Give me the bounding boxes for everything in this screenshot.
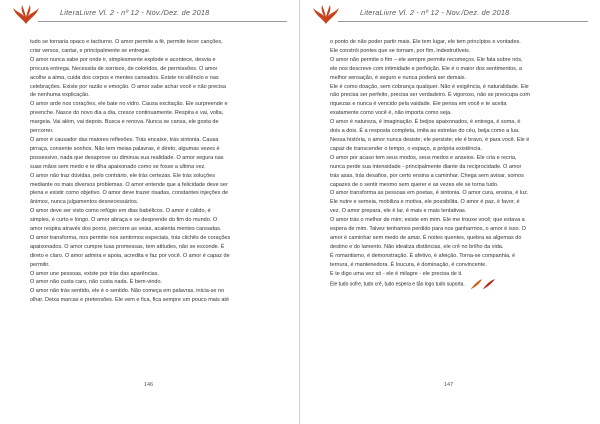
- header-title: LiteraLivre Vl. 2 - nº 12 - Nov./Dez. de 2018: [60, 8, 210, 17]
- text-line: riquezas e nunca é vencido pela vaidade. Ele pensa em você e te aceita: [330, 101, 507, 108]
- closing-line-text: Ele tudo sofre, tudo crê, tudo espera e tão logo tudo suporta.: [330, 281, 465, 288]
- text-line: capaz de transcender o tempo, o espaço, a própria existência.: [330, 145, 482, 152]
- text-line: É romantismo, é demonstração. É afetivo, é afeição. Torna-se companhia, é: [330, 252, 516, 259]
- text-line: vez. O amor prepara, ele é lar, é mais e mais tentativas.: [330, 208, 467, 215]
- text-line: criar versos, cantar, e principalmente se entregar.: [30, 47, 151, 54]
- text-line: de nenhuma explicação.: [30, 92, 90, 99]
- text-line: apaixonados. O amor cumpre tuas promessas, tem atitudes, não se esconde. É: [30, 243, 225, 250]
- text-line: o ponto de não poder partir mais. Ele tem lugar, ele tem princípios e vontades.: [330, 39, 521, 45]
- text-line: percorrer.: [30, 128, 54, 135]
- text-line: capazes de o sentir mesmo sem querer e as vezes ele se torna tudo.: [330, 181, 499, 188]
- text-line: Ele é como doação, sem cobrança qualquer. Não é exigência, é naturalidade. Ele: [330, 83, 529, 90]
- text-line: O amor trás o melhor de mim; existe em mim. Ele me trouxe você; que estava a: [330, 217, 525, 224]
- right-page-text: [330, 38, 574, 290]
- page-number: 146: [144, 382, 154, 388]
- text-line: celebrações. Existe por razão e emoção. O amor sabe achar você e não precisa: [30, 83, 226, 90]
- text-line: não precisa ser perfeito, precisa ser verdadeiro. É vigoroso, não se preocupa com: [330, 92, 530, 99]
- text-line: O amor nunca sabe por onde ir, simplesmente explode e acontece, desvia e: [30, 56, 216, 63]
- text-line: suas mãos sem medo e te diha apaixonado como se fosse a ultima vez.: [30, 163, 206, 170]
- text-line: O amor transforma as pessoas em poetas, é sintonia. O amor cura, ensina, é luz.: [330, 190, 529, 197]
- right-page-paragraphs: [330, 38, 574, 278]
- left-page-header: [8, 4, 291, 26]
- closing-line: [330, 278, 574, 290]
- text-line: mediante os mais diversos problemas. O amor entende que a felicidade deve ser: [30, 181, 228, 188]
- text-line: dois a dois. É a resposta completa, imita as estrelas do céu, beija como a lua.: [330, 128, 520, 135]
- text-line: O amor é causador das maiores reflexões. Trás encaixe, trás sintonia. Causa: [30, 136, 219, 143]
- text-line: O amor não custa caro, não custa nada. É bem-vindo.: [30, 279, 163, 286]
- text-line: melhor sensação, é seguro e nunca poderá ser demais.: [330, 74, 467, 81]
- text-line: plena e existir como objetivo. O amor deve trazer risadas, constantes injeções de: [30, 190, 229, 197]
- left-page-text: [30, 38, 274, 305]
- text-line: O amor deve ser visto como refúgio em dias babélicos. O amor é cálido, é: [30, 208, 211, 215]
- text-line: O amor não trás sentido, ele é o sentido. Não começa em palavras, inicia-se no: [30, 288, 225, 295]
- text-line: Ele nutre e semeia, mobiliza e motiva, ele possibilita. O amor é paz, é favor, é: [330, 199, 520, 206]
- text-line: nunca perde sua intensidade - principalmente diante da reciprocidade. O amor: [330, 163, 522, 170]
- text-line: O amor é natureza, é imaginação. É beijos apaixonados, é entrega, é soma, é: [330, 119, 521, 126]
- right-page-header: [308, 4, 592, 26]
- text-line: ele nos descreve com intimidade e perfeição. Ele é o maior dos sentimentos, a: [330, 65, 522, 72]
- text-line: O amor por acaso tem seus modos, seus medos e anseios. Ele cria e recria,: [330, 154, 517, 161]
- quill-feathers-icon: [470, 278, 496, 290]
- text-line: destino e do lamento. Não idealiza distâncias, ele crê no brilho da vida.: [330, 243, 504, 250]
- text-line: O amor une pessoas, existe por trás das aparências.: [30, 270, 160, 277]
- text-line: O amor transforma, nos permite nos sentirmos especiais, trás clichês de corações: [30, 234, 231, 241]
- text-line: O amor arde nos corações, ele bate no vidro. Causa excitação. Ele surpreende e: [30, 101, 228, 108]
- text-line: ternura, é mantenedora. É loucura, é dominação, é convincente.: [330, 261, 487, 268]
- text-line: margeia. Vai além, vai depois. Busca e renova. Nunca se cansa, ele gosta de: [30, 119, 219, 126]
- text-line: preenche. Nasce do novo dia a dia, cresce continuamente. Respira e vai, volta,: [30, 110, 224, 117]
- header-title: LiteraLivre Vl. 2 - nº 12 - Nov./Dez. de 2018: [360, 8, 510, 17]
- text-line: Nessa história, o amor nunca desiste; ele persiste; ele é bravo, é para você. Ele é: [330, 136, 530, 143]
- text-line: permitir.: [30, 261, 50, 268]
- text-line: Ele constrói pontes que se tornam, por fim, indestrutíveis.: [330, 47, 471, 54]
- text-line: olhar. Deixa marcas e pretensões. Ele vem e fica, fica sempre um pouco mais até: [30, 297, 230, 304]
- text-line: trás asas, trás desafios, por certo ensina a caminhar. Chega sem avisar, somos: [330, 172, 524, 179]
- winged-flame-logo-icon: [12, 4, 40, 26]
- text-line: simples, é curto e longo. O amor abraça e se desprende do fim do mundo. O: [30, 217, 218, 224]
- text-line: amor é caminhar sem medo de amar. É noites quentes, quebra as algemas do: [330, 234, 522, 241]
- page-number: 147: [444, 382, 454, 388]
- text-line: tudo se tornaria opaco e taciturno. O amor permite a fé, permite tecer canções,: [30, 39, 223, 45]
- text-line: acolhe a alma, cuida dos corpos e mentes cansados. Existe no silêncio e nas: [30, 74, 219, 81]
- header-rule: [338, 21, 588, 22]
- right-page: [300, 0, 600, 424]
- text-line: direto e claro. O amor admira e apoia, acredita e faz por você. O amor é capaz de: [30, 252, 230, 259]
- text-line: amor respira através dos poros, percorre as veias, acalenta mentes cansadas.: [30, 226, 222, 233]
- text-line: ânimos, nunca julgamentos desnecessários.: [30, 199, 139, 206]
- header-rule: [38, 21, 287, 22]
- text-line: O amor não permite o fim – ele sempre permite recomeços. Ele fala sobre nós,: [330, 56, 523, 63]
- text-line: espera de mim. Talvez tenhamos perdido para nos ganharmos, o amor é isso. O: [330, 226, 526, 233]
- text-line: possessivo, nada que desaprove ou diminua sua realidade. O amor segura nas: [30, 154, 224, 161]
- winged-flame-logo-icon: [312, 4, 340, 26]
- text-line: pirraça, consente sonhos. Não tem meias palavras, é direto, algumas vezes é: [30, 145, 220, 152]
- text-line: E te digo uma vez só - ele é milagre - ele precisa de ti.: [330, 270, 463, 277]
- text-line: procura entrega. Necessita de sorrisos, de coloridos, de permissões. O amor: [30, 65, 218, 72]
- text-line: O amor não traz dúvidas, pelo contrário, ele trás certezas. Ele trás soluções: [30, 172, 215, 179]
- text-line: exatamente como você é, não importa como seja.: [330, 110, 452, 117]
